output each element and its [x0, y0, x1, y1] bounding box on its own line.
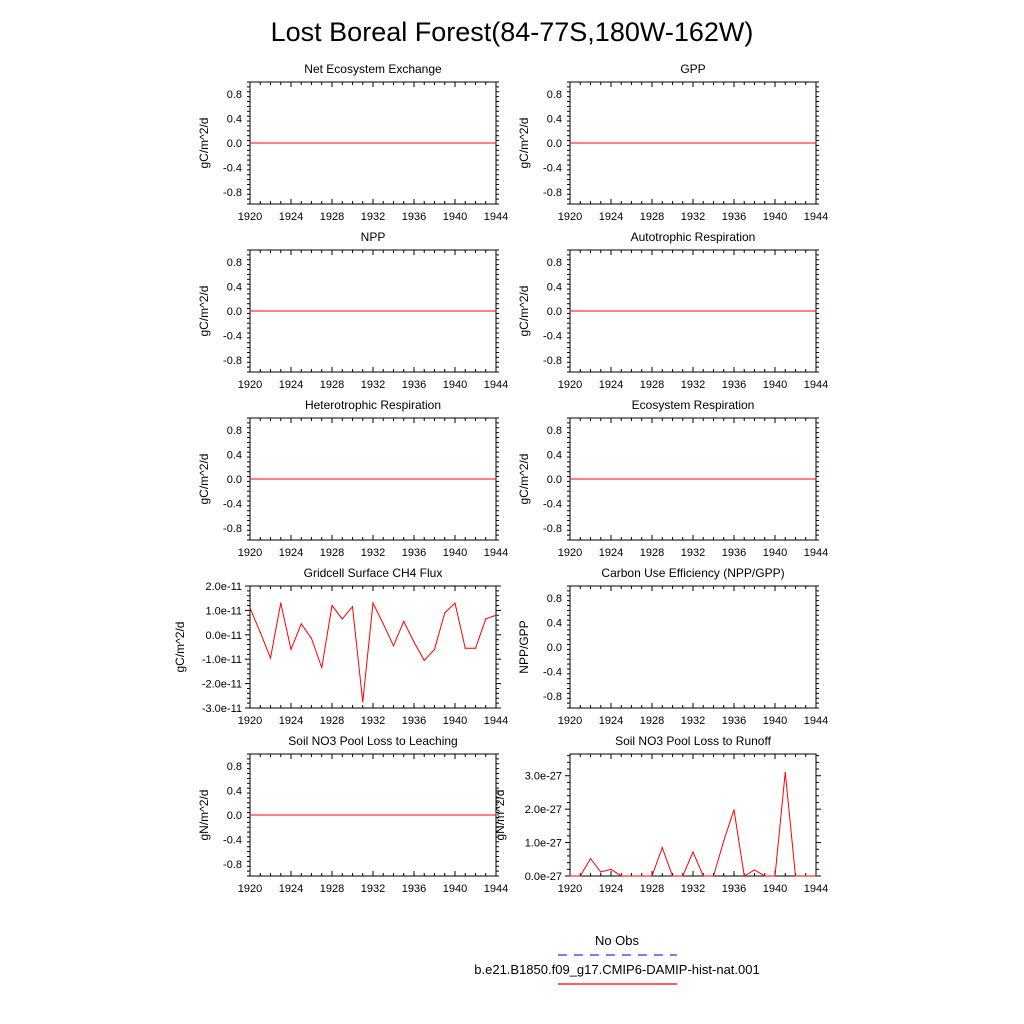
panel-title: Net Ecosystem Exchange	[304, 62, 442, 76]
x-tick-label: 1932	[680, 547, 706, 559]
data-point	[764, 875, 765, 876]
data-point	[641, 875, 642, 876]
data-point	[569, 478, 570, 479]
y-tick-label: 0.0e-27	[524, 871, 562, 883]
data-point	[249, 607, 250, 608]
y-tick-label: 0.8	[546, 89, 562, 102]
y-tick-label: 2.0e-11	[205, 581, 242, 593]
x-tick-label: 1928	[639, 547, 665, 559]
y-tick-label: 3.0e-27	[524, 770, 562, 783]
x-tick-label: 1932	[680, 883, 706, 895]
plot-frame	[570, 754, 816, 876]
x-tick-label: 1944	[803, 547, 829, 559]
y-tick-label: -0.8	[223, 354, 242, 367]
data-point	[703, 875, 704, 876]
x-tick-label: 1920	[557, 211, 583, 223]
data-point	[744, 875, 745, 876]
data-point	[342, 618, 343, 619]
y-tick-label: -0.4	[543, 162, 562, 175]
x-tick-label: 1920	[237, 379, 263, 391]
panels	[173, 62, 828, 895]
x-tick-label: 1940	[442, 547, 468, 559]
y-tick-label: 0.8	[226, 257, 242, 270]
y-axis-label: gC/m^2/d	[197, 453, 211, 505]
series-line	[250, 603, 496, 702]
y-tick-label: -0.8	[223, 858, 242, 871]
y-axis-label: gC/m^2/d	[517, 453, 531, 505]
data-point	[331, 605, 332, 606]
x-tick-label: 1932	[680, 379, 706, 391]
panel-title: Heterotrophic Respiration	[304, 398, 442, 412]
panel-title: Soil NO3 Pool Loss to Leaching	[288, 734, 458, 748]
x-tick-label: 1924	[598, 211, 624, 223]
data-point	[372, 602, 373, 603]
x-tick-label: 1936	[401, 547, 427, 559]
chart-panel	[197, 398, 508, 559]
x-tick-label: 1936	[401, 883, 427, 895]
data-point	[475, 648, 476, 649]
x-tick-label: 1920	[237, 715, 263, 727]
data-point	[495, 615, 496, 616]
x-tick-label: 1932	[360, 715, 386, 727]
data-point	[600, 871, 601, 872]
data-point	[815, 142, 816, 143]
y-tick-label: -0.8	[543, 354, 562, 367]
plot-frame	[570, 586, 816, 708]
data-point	[485, 618, 486, 619]
x-tick-label: 1928	[319, 715, 345, 727]
y-tick-label: -0.4	[543, 330, 562, 343]
y-tick-label: 0.0	[226, 474, 242, 486]
y-tick-label: 0.0	[546, 474, 562, 486]
data-point	[590, 858, 591, 859]
panel-title: Ecosystem Respiration	[631, 398, 755, 412]
x-tick-label: 1944	[483, 211, 509, 223]
y-axis-label: NPP/GPP	[517, 620, 531, 674]
y-tick-label: 0.8	[546, 257, 562, 270]
data-point	[805, 875, 806, 876]
panel-title: Carbon Use Efficiency (NPP/GPP)	[601, 566, 785, 580]
data-point	[249, 814, 250, 815]
chart-panel	[197, 734, 508, 895]
x-tick-label: 1944	[803, 883, 829, 895]
y-tick-label: 0.4	[226, 113, 242, 126]
x-tick-label: 1940	[442, 211, 468, 223]
x-tick-label: 1932	[360, 211, 386, 223]
legend	[474, 933, 759, 984]
y-tick-label: 0.0	[546, 138, 562, 150]
y-tick-label: -0.8	[223, 522, 242, 535]
data-point	[413, 642, 414, 643]
panel-title: Gridcell Surface CH4 Flux	[303, 566, 443, 580]
y-axis-label: gN/m^2/d	[493, 789, 507, 841]
data-point	[465, 648, 466, 649]
y-tick-label: -0.4	[223, 162, 242, 175]
x-tick-label: 1936	[721, 547, 747, 559]
y-axis-label: gC/m^2/d	[173, 621, 187, 673]
y-tick-label: 0.4	[546, 449, 562, 462]
data-point	[270, 657, 271, 658]
data-point	[682, 875, 683, 876]
y-tick-label: -0.8	[543, 690, 562, 703]
data-point	[815, 310, 816, 311]
y-tick-label: 0.0	[226, 306, 242, 318]
x-tick-label: 1932	[360, 883, 386, 895]
x-tick-label: 1936	[721, 211, 747, 223]
panel-title: Autotrophic Respiration	[630, 230, 756, 244]
data-point	[444, 612, 445, 613]
x-tick-label: 1924	[278, 547, 304, 559]
data-point	[621, 875, 622, 876]
data-point	[569, 142, 570, 143]
y-tick-label: -3.0e-11	[201, 703, 242, 715]
data-point	[280, 602, 281, 603]
x-tick-label: 1928	[639, 883, 665, 895]
data-point	[733, 809, 734, 810]
data-point	[434, 649, 435, 650]
y-tick-label: 0.8	[546, 425, 562, 438]
x-tick-label: 1936	[401, 715, 427, 727]
y-tick-label: 0.0	[226, 810, 242, 822]
data-point	[580, 875, 581, 876]
x-tick-label: 1920	[557, 547, 583, 559]
data-point	[569, 310, 570, 311]
y-tick-label: -0.8	[223, 186, 242, 199]
y-tick-label: 0.4	[226, 449, 242, 462]
y-tick-label: 0.4	[226, 785, 242, 798]
data-point	[454, 602, 455, 603]
y-tick-label: -1.0e-11	[201, 654, 242, 667]
chart-panel	[517, 566, 828, 727]
data-point	[321, 667, 322, 668]
data-point	[815, 478, 816, 479]
x-tick-label: 1940	[442, 715, 468, 727]
data-point	[249, 310, 250, 311]
x-tick-label: 1920	[557, 715, 583, 727]
x-tick-label: 1924	[278, 379, 304, 391]
figure-title: Lost Boreal Forest(84-77S,180W-162W)	[270, 17, 754, 47]
x-tick-label: 1928	[639, 211, 665, 223]
chart-panel	[173, 566, 508, 727]
legend-obs-label: No Obs	[594, 933, 640, 948]
x-tick-label: 1944	[803, 379, 829, 391]
y-tick-label: -2.0e-11	[201, 678, 242, 691]
panel-title: GPP	[680, 62, 706, 76]
x-tick-label: 1936	[721, 379, 747, 391]
x-tick-label: 1932	[360, 379, 386, 391]
data-point	[260, 632, 261, 633]
x-tick-label: 1944	[483, 883, 509, 895]
y-tick-label: -0.8	[543, 522, 562, 535]
y-tick-label: -0.4	[223, 330, 242, 343]
data-point	[249, 478, 250, 479]
y-axis-label: gC/m^2/d	[197, 117, 211, 169]
x-tick-label: 1944	[483, 379, 509, 391]
data-point	[495, 142, 496, 143]
x-tick-label: 1924	[278, 715, 304, 727]
y-tick-label: 1.0e-27	[524, 837, 562, 850]
x-tick-label: 1928	[639, 715, 665, 727]
y-axis-label: gC/m^2/d	[517, 285, 531, 337]
x-tick-label: 1940	[442, 379, 468, 391]
y-axis-label: gC/m^2/d	[197, 285, 211, 337]
x-tick-label: 1924	[598, 547, 624, 559]
x-tick-label: 1924	[598, 715, 624, 727]
data-point	[713, 875, 714, 876]
data-point	[383, 623, 384, 624]
y-tick-label: -0.4	[543, 666, 562, 679]
x-tick-label: 1924	[278, 883, 304, 895]
x-tick-label: 1924	[598, 883, 624, 895]
y-tick-label: 1.0e-11	[205, 605, 242, 618]
data-point	[723, 840, 724, 841]
data-point	[301, 623, 302, 624]
data-point	[795, 875, 796, 876]
y-tick-label: 0.4	[546, 281, 562, 294]
data-point	[495, 310, 496, 311]
data-point	[785, 772, 786, 773]
y-tick-label: 0.0	[226, 138, 242, 150]
data-point	[662, 847, 663, 848]
x-tick-label: 1928	[639, 379, 665, 391]
chart-panel	[197, 62, 508, 223]
data-point	[815, 875, 816, 876]
y-tick-label: 0.0e-11	[205, 629, 242, 642]
y-tick-label: 0.4	[546, 617, 562, 630]
x-tick-label: 1932	[680, 715, 706, 727]
y-tick-label: 0.4	[546, 113, 562, 126]
panel-title: NPP	[360, 230, 386, 244]
y-tick-label: 0.8	[226, 89, 242, 102]
x-tick-label: 1944	[483, 715, 509, 727]
x-tick-label: 1920	[237, 547, 263, 559]
x-tick-label: 1944	[803, 211, 829, 223]
y-tick-label: -0.8	[543, 186, 562, 199]
x-tick-label: 1924	[278, 211, 304, 223]
y-tick-label: 0.8	[546, 593, 562, 606]
x-tick-label: 1944	[803, 715, 829, 727]
legend-model-label: b.e21.B1850.f09_g17.CMIP6-DAMIP-hist-nat.001	[474, 962, 760, 977]
y-tick-label: -0.4	[223, 834, 242, 847]
chart-panel	[197, 230, 508, 391]
data-point	[610, 869, 611, 870]
data-point	[424, 660, 425, 661]
x-tick-label: 1928	[319, 547, 345, 559]
chart-panel	[517, 398, 828, 559]
x-tick-label: 1928	[319, 379, 345, 391]
data-point	[403, 621, 404, 622]
data-point	[651, 875, 652, 876]
x-tick-label: 1920	[237, 883, 263, 895]
y-tick-label: 0.8	[226, 761, 242, 774]
x-tick-label: 1932	[360, 547, 386, 559]
data-point	[249, 142, 250, 143]
x-tick-label: 1920	[237, 211, 263, 223]
data-point	[290, 649, 291, 650]
panel-title: Soil NO3 Pool Loss to Runoff	[615, 734, 771, 748]
data-point	[393, 645, 394, 646]
x-tick-label: 1928	[319, 211, 345, 223]
x-tick-label: 1940	[762, 211, 788, 223]
data-point	[672, 875, 673, 876]
x-tick-label: 1940	[762, 379, 788, 391]
y-tick-label: 0.0	[546, 642, 562, 654]
data-point	[631, 875, 632, 876]
x-tick-label: 1920	[557, 379, 583, 391]
data-point	[362, 701, 363, 702]
x-tick-label: 1932	[680, 211, 706, 223]
y-tick-label: 0.8	[226, 425, 242, 438]
chart-panel	[493, 734, 828, 895]
x-tick-label: 1940	[762, 547, 788, 559]
y-tick-label: 2.0e-27	[524, 804, 562, 817]
x-tick-label: 1936	[721, 883, 747, 895]
x-tick-label: 1940	[762, 883, 788, 895]
y-tick-label: 0.4	[226, 281, 242, 294]
y-tick-label: -0.4	[223, 498, 242, 511]
x-tick-label: 1940	[442, 883, 468, 895]
y-tick-label: 0.0	[546, 306, 562, 318]
data-point	[311, 638, 312, 639]
x-tick-label: 1936	[401, 379, 427, 391]
x-tick-label: 1940	[762, 715, 788, 727]
x-tick-label: 1928	[319, 883, 345, 895]
data-point	[569, 875, 570, 876]
x-tick-label: 1936	[721, 715, 747, 727]
x-tick-label: 1924	[598, 379, 624, 391]
x-tick-label: 1936	[401, 211, 427, 223]
y-axis-label: gN/m^2/d	[197, 789, 211, 841]
data-point	[495, 478, 496, 479]
data-point	[352, 606, 353, 607]
x-tick-label: 1944	[483, 547, 509, 559]
chart-panel	[517, 230, 828, 391]
data-point	[754, 869, 755, 870]
y-axis-label: gC/m^2/d	[517, 117, 531, 169]
chart-panel	[517, 62, 828, 223]
y-tick-label: -0.4	[543, 498, 562, 511]
x-tick-label: 1920	[557, 883, 583, 895]
data-point	[692, 851, 693, 852]
data-point	[774, 875, 775, 876]
series-line	[570, 772, 816, 876]
